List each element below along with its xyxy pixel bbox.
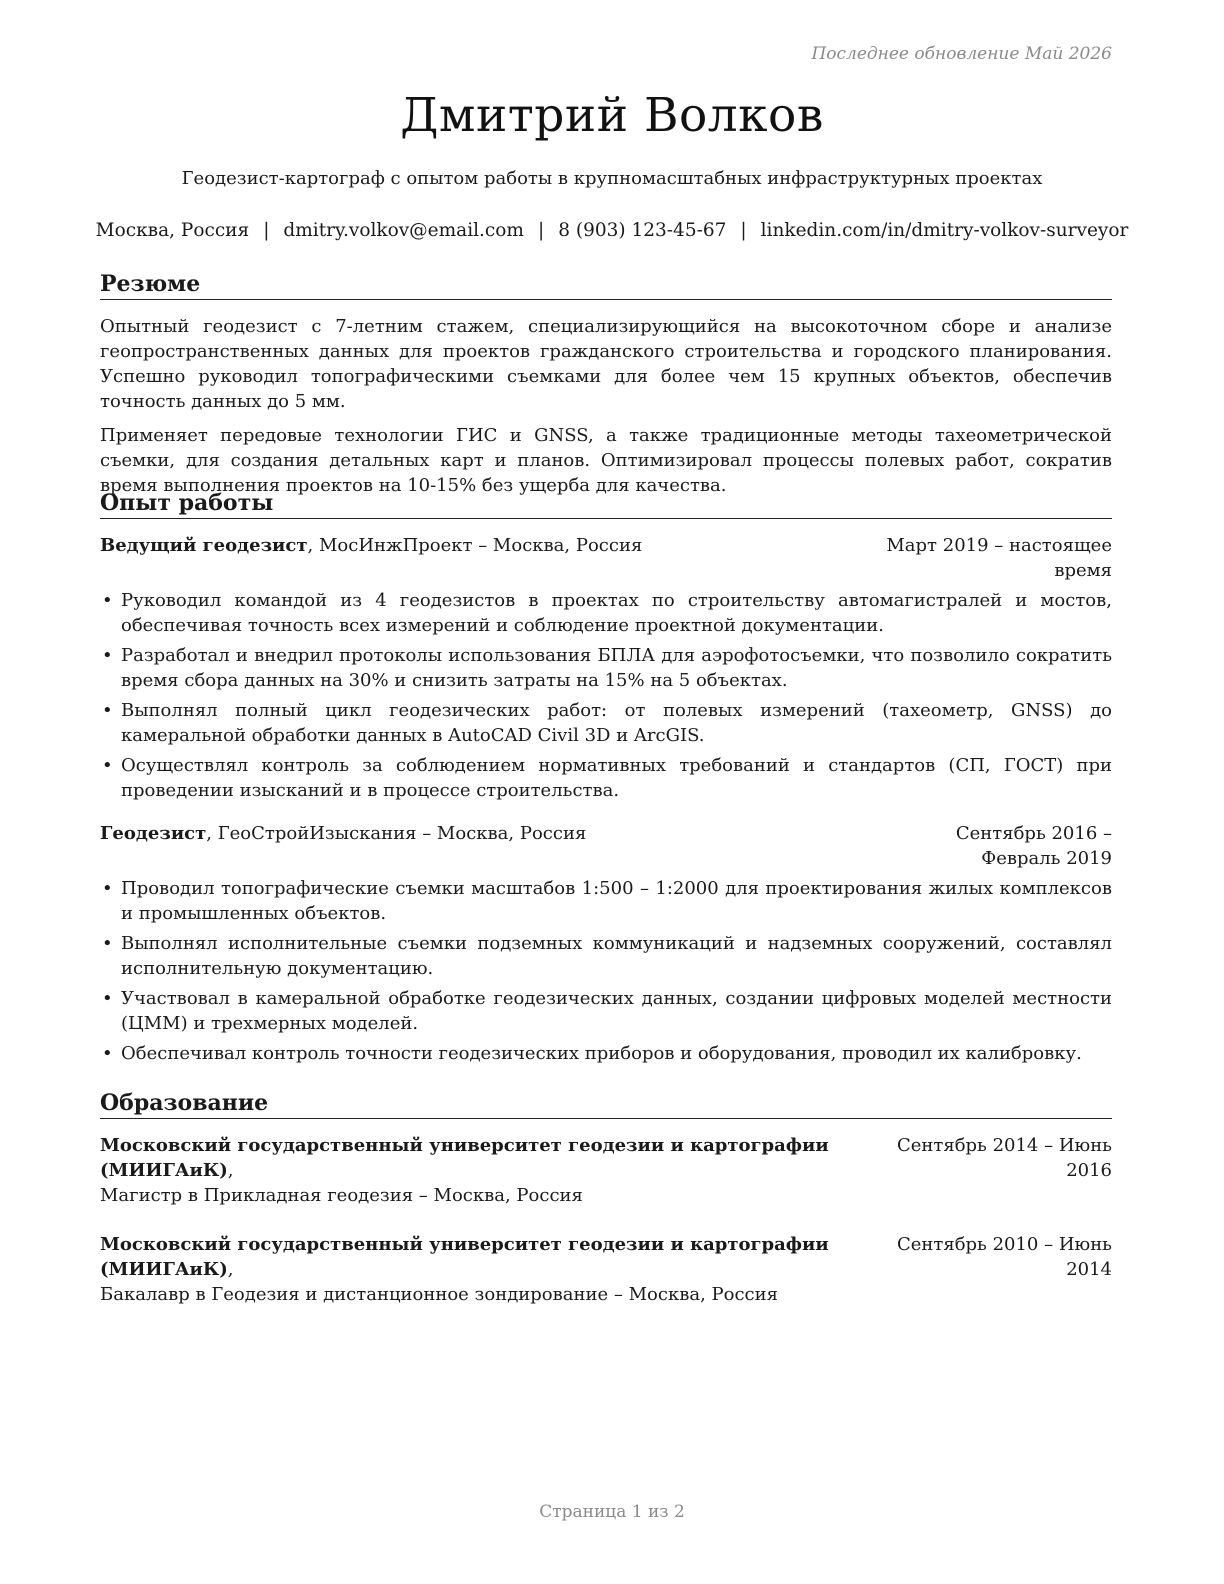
list-item: • Руководил командой из 4 геодезистов в проектах по строительству автомагистралей и мостов, обеспечивая точность всех измерений и соблюдение проектной документации. [100,588,1112,638]
section-title-experience: Опыт работы [100,489,1112,519]
candidate-name: Дмитрий Волков [400,88,824,143]
job-company: , ГеоСтройИзыскания – Москва, Россия [206,823,587,844]
job-dates: Март 2019 – настоящее время [886,535,1112,581]
job-role: Геодезист [100,823,207,844]
section-title-education: Образование [100,1089,1112,1119]
job-entry [100,533,1112,803]
job-header [100,821,1112,871]
phone[interactable]: 8 (903) 123-45-67 [558,220,727,241]
job-role: Ведущий геодезист [100,535,308,556]
list-item: • Выполнял полный цикл геодезических работ: от полевых измерений (тахеометр, GNSS) до камеральной обработки данных в AutoCAD Civil 3D и ArcGIS. [100,698,1112,748]
page-number: Страница 1 из 2 [539,1502,685,1522]
education-dates: Сентябрь 2014 – Июнь 2016 [896,1135,1112,1181]
education-entry [100,1133,1112,1208]
job-bullets [100,588,1112,803]
job-dates: Сентябрь 2016 – Февраль 2019 [955,823,1112,869]
experience-section [100,489,1112,1071]
list-item: • Участвовал в камеральной обработке геодезических данных, создании цифровых моделей местности (ЦММ) и трехмерных моделей. [100,986,1112,1036]
summary-paragraph: Применяет передовые технологии ГИС и GNSS, а также традиционные методы тахеометрической съемки, для создания детальных карт и планов. Оптимизировал процессы полевых работ, сократив время выполнения проектов на 10-15% без ущерба для качества. [100,425,1112,496]
job-bullets [100,876,1112,1066]
summary-paragraph: Опытный геодезист с 7-летним стажем, специализирующийся на высокоточном сборе и анализе геопространственных данных для проектов гражданского строительства и городского планирования. Успешно руководил топографическими съемками для более чем 15 крупных объектов, обеспечив точность данных до 5 мм. [100,316,1112,412]
degree: Магистр в Прикладная геодезия – Москва, Россия [100,1185,583,1206]
tagline: Геодезист-картограф с опытом работы в крупномасштабных инфраструктурных проектах [181,168,1043,189]
list-item: • Обеспечивал контроль точности геодезических приборов и оборудования, проводил их калибровку. [100,1041,1112,1066]
list-item: • Проводил топографические съемки масштабов 1:500 – 1:2000 для проектирования жилых комплексов и промышленных объектов. [100,876,1112,926]
separator: | [740,220,747,241]
job-entry [100,821,1112,1066]
separator: | [537,220,545,241]
separator: | [263,220,270,241]
section-title-summary: Резюме [100,270,1112,300]
list-item: • Выполнял исполнительные съемки подземных коммуникаций и надземных сооружений, составлял исполнительную документацию. [100,931,1112,981]
job-company: , МосИнжПроект – Москва, Россия [307,535,643,556]
degree: Бакалавр в Геодезия и дистанционное зондирование – Москва, Россия [100,1284,778,1305]
location: Москва, Россия [95,220,250,241]
comma: , [227,1160,234,1181]
linkedin-link[interactable]: linkedin.com/in/dmitry-volkov-surveyor [760,220,1129,241]
education-entry [100,1232,1112,1307]
list-item: • Разработал и внедрил протоколы использования БПЛА для аэрофотосъемки, что позволило сократить время сбора данных на 30% и снизить затраты на 15% на 5 объектах. [100,643,1112,693]
job-header [100,533,1112,583]
list-item: • Осуществлял контроль за соблюдением нормативных требований и стандартов (СП, ГОСТ) при проведении изысканий и в процессе строительства. [100,753,1112,803]
email-link[interactable]: dmitry.volkov@email.com [283,220,524,241]
summary-section [100,270,1112,498]
contact-line [0,220,1224,241]
education-dates: Сентябрь 2010 – Июнь 2014 [896,1234,1112,1280]
education-section [100,1089,1112,1307]
comma: , [227,1259,234,1280]
school-name: Московский государственный университет геодезии и картографии (МИИГАиК) [100,1234,829,1280]
last-updated: Последнее обновление Май 2026 [811,44,1112,64]
school-name: Московский государственный университет геодезии и картографии (МИИГАиК) [100,1135,829,1181]
